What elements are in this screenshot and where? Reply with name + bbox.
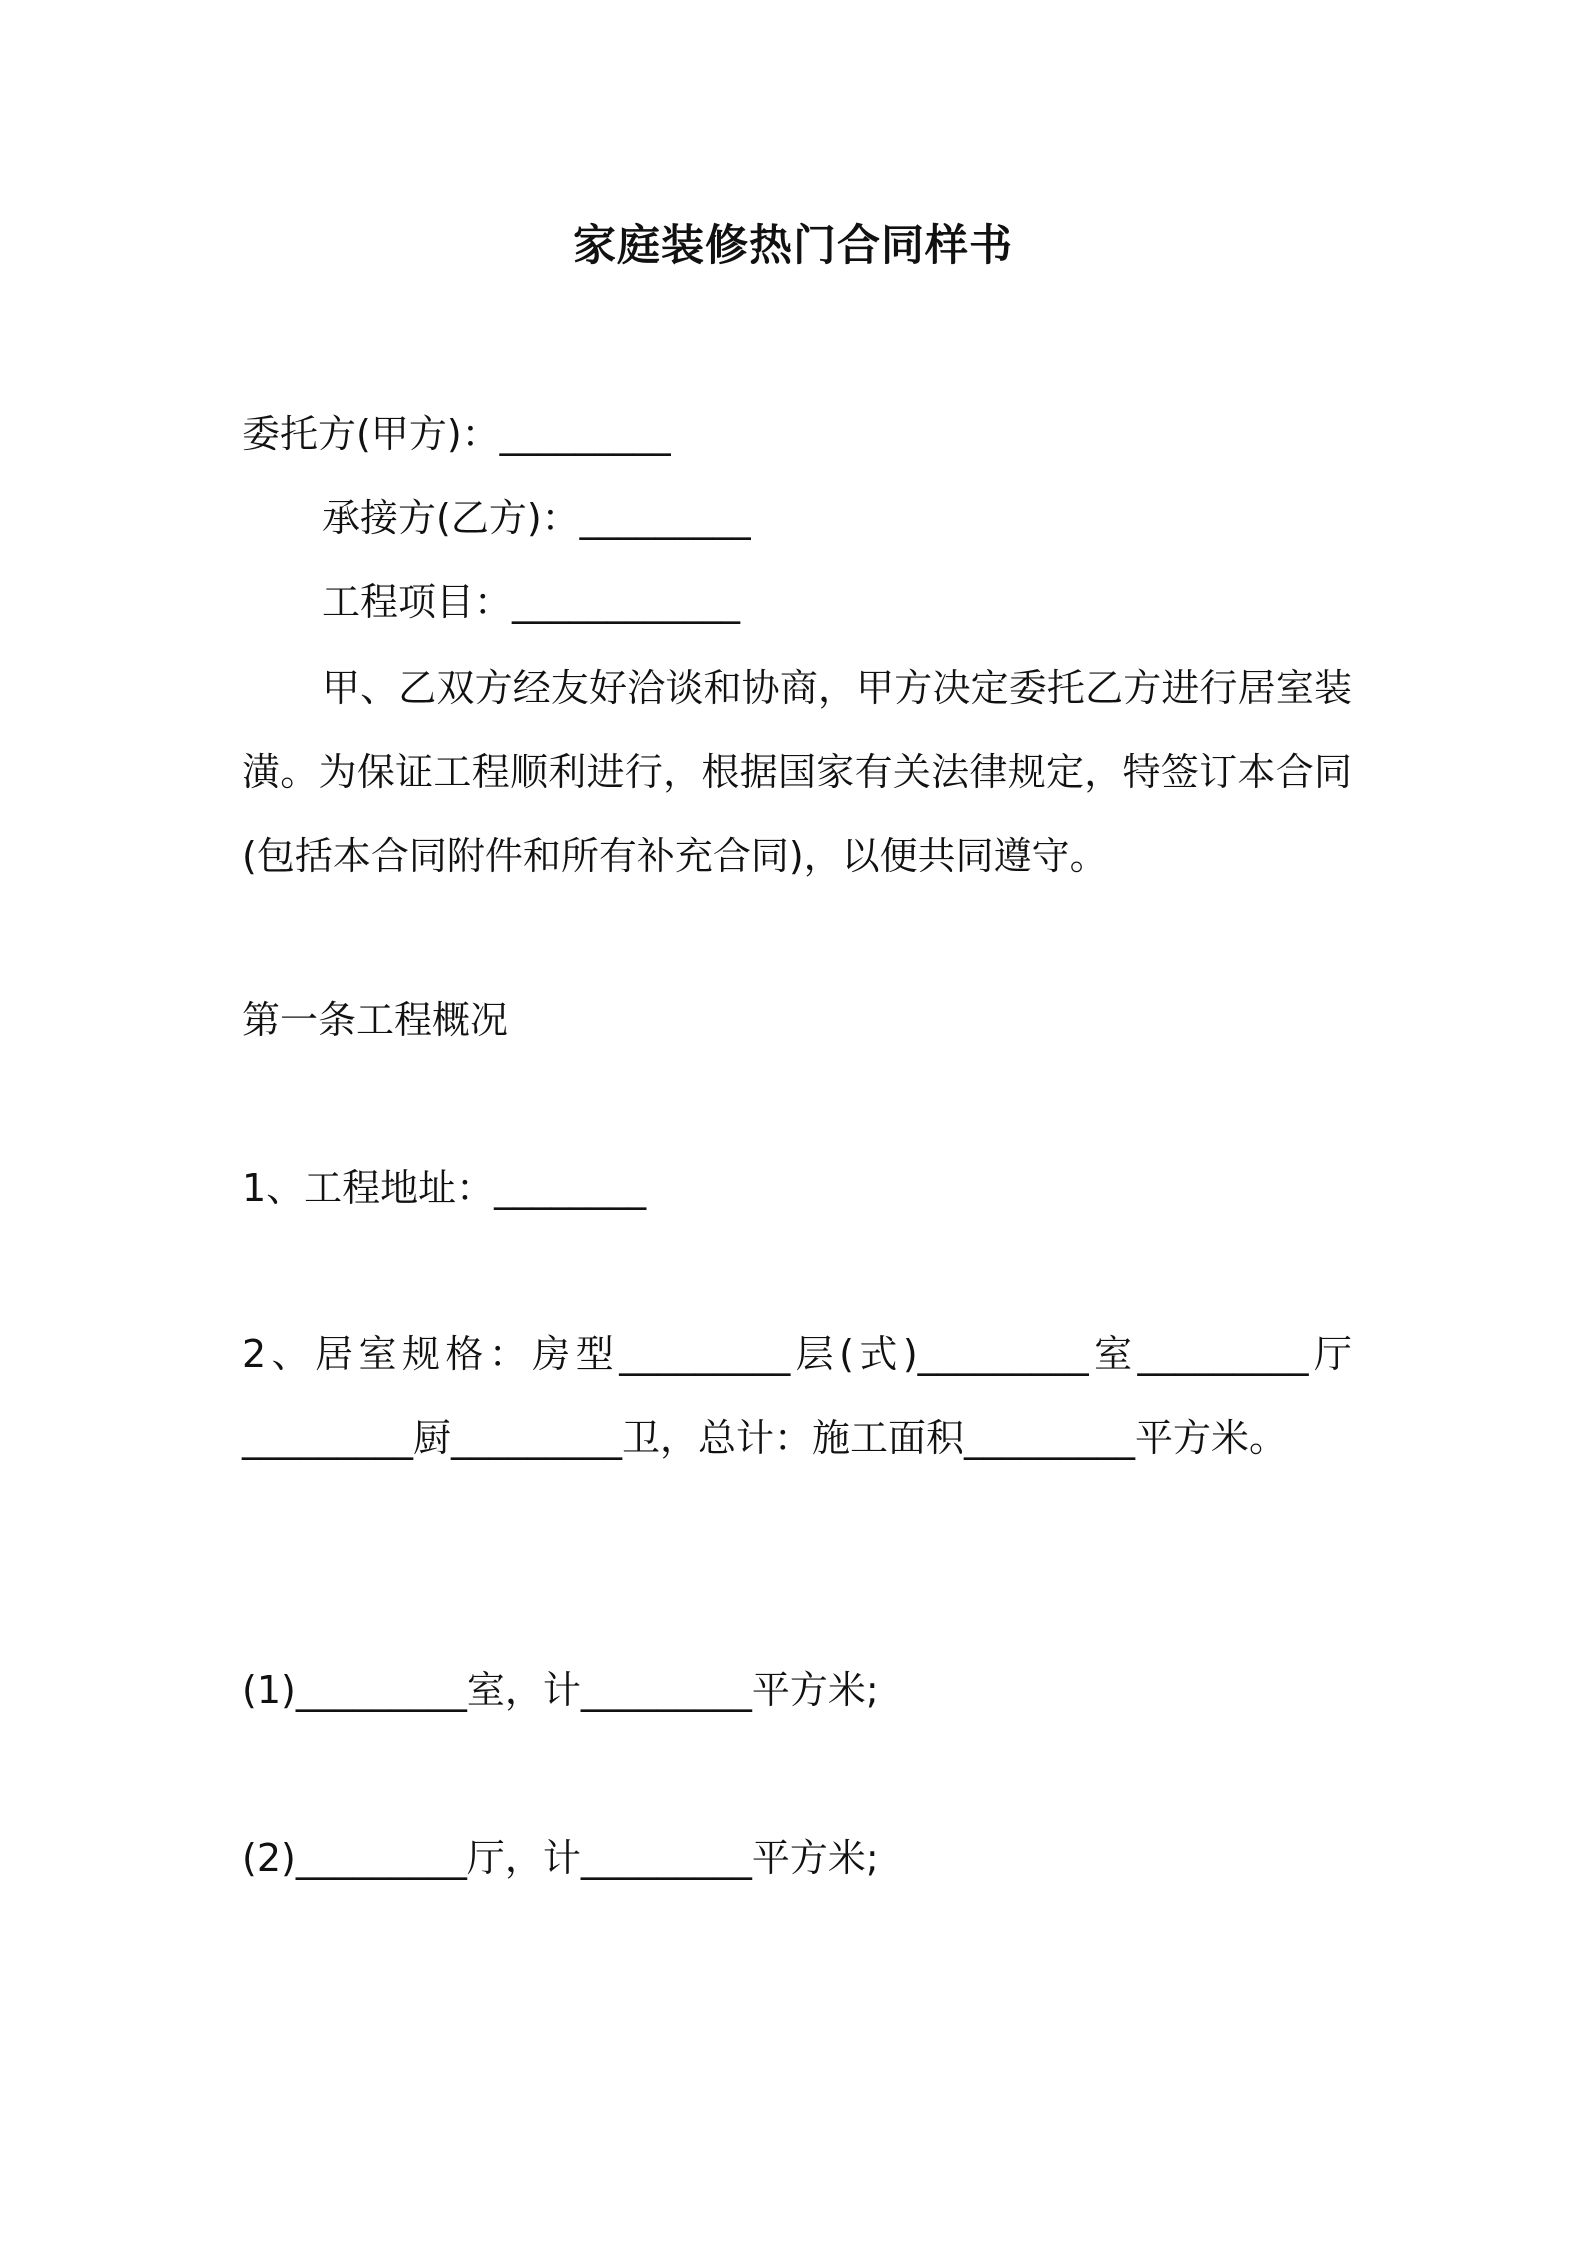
project-line: 工程项目：____________ bbox=[322, 580, 741, 624]
sub-item-halls: (2)_________厅，计_________平方米; bbox=[242, 1836, 879, 1880]
item-room-spec: 2、居室规格：房型_________层(式)_________室_________厅_________厨_________卫，总计：施工面积_________平方米。 bbox=[242, 1332, 1352, 1460]
party-a-line: 委托方(甲方)：_________ bbox=[242, 412, 671, 456]
sub-item-rooms: (1)_________室，计_________平方米; bbox=[242, 1668, 879, 1712]
article1-heading: 第一条工程概况 bbox=[242, 998, 509, 1042]
document-title: 家庭装修热门合同样书 bbox=[573, 221, 1013, 271]
intro-paragraph: 甲、乙双方经友好洽谈和协商，甲方决定委托乙方进行居室装潢。为保证工程顺利进行，根据国家有关法律规定，特签订本合同(包括本合同附件和所有补充合同)，以便共同遵守。 bbox=[242, 666, 1352, 878]
item-project-address: 1、工程地址：________ bbox=[242, 1166, 647, 1210]
party-b-line: 承接方(乙方)：_________ bbox=[322, 496, 751, 540]
